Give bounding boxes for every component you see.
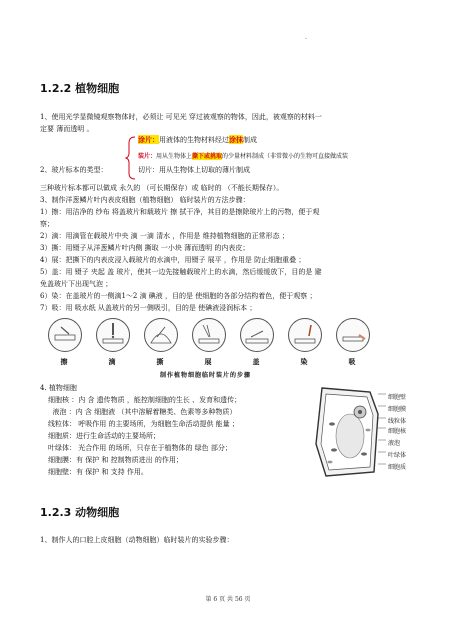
label-nucleus: 细胞核 bbox=[388, 428, 407, 435]
smear-definition: 涂片：用液体的生物材料经过涂抹制成 bbox=[138, 135, 257, 144]
step1-line-b: 察； bbox=[40, 220, 54, 228]
step3-line: 3）撕：用镊子从洋葱鳞片叶内侧 撕取 一小块 薄而透明 的内表皮； bbox=[40, 244, 250, 252]
step-label-wipe: 擦 bbox=[60, 357, 68, 366]
cover-illustration bbox=[240, 318, 274, 352]
label-leader-lines bbox=[378, 390, 388, 474]
mount-definition: 装片：用从生物体上撕下或挑取的少量材料制成（非常微小的生物可直接做成装 bbox=[138, 153, 349, 160]
step5-line-b: 免盖玻片下出现气泡 ； bbox=[40, 280, 113, 288]
tweezers-icon bbox=[193, 319, 225, 351]
item2-label: 2、玻片标本的类型： bbox=[40, 166, 108, 174]
brace-icon bbox=[125, 135, 137, 181]
label-chloroplast: 叶绿体 bbox=[388, 452, 407, 459]
figure-caption: 制作植物细胞临时装片的步骤 bbox=[160, 372, 252, 379]
onion-icon bbox=[145, 319, 177, 351]
item3-line: 三种玻片标本都可以做成 永久的 （可长期保存）或 临时的 （不能长期保存）。 bbox=[40, 184, 284, 192]
step-label-cover: 盖 bbox=[252, 357, 260, 366]
step4-line: 4）展：把撕下的内表皮浸入载玻片的水滴中，用镊子 展平 ，作用是 防止细胞重叠 ； bbox=[40, 256, 306, 264]
slide-wipe-icon bbox=[49, 319, 81, 351]
animal-item1: 1、制作人的口腔上皮细胞（动物细胞）临时装片的实验步骤： bbox=[40, 536, 234, 544]
absorb-illustration bbox=[336, 318, 370, 352]
dropper-icon bbox=[97, 319, 129, 351]
smear-key: 涂片： bbox=[138, 135, 159, 144]
section-definition: 切片：用从生物体上切取的薄片制成 bbox=[138, 166, 250, 174]
top-mark: . bbox=[305, 34, 307, 41]
step6-line: 6）染：在盖玻片的一侧滴1～2 滴 碘液 ，目的是 使细胞的各部分结构着色，便于观察 ； bbox=[40, 292, 317, 300]
tear-illustration bbox=[144, 318, 178, 352]
cell-row-chloroplast: 叶绿体： 光合作用 的场所，只存在于植物体的 绿色 部分； bbox=[48, 444, 232, 452]
cell-row-wall: 细胞壁：有 保护 和 支持 作用。 bbox=[48, 468, 148, 476]
wipe-illustration bbox=[48, 318, 82, 352]
step7-line: 7）吸：用 吸水纸 从盖玻片的另一侧吸引，目的是 使碘液浸润标本 ； bbox=[40, 304, 257, 312]
item1-line-b: 定要 薄而透明 。 bbox=[40, 125, 94, 133]
label-vacuole: 液泡 bbox=[388, 440, 401, 447]
stain-illustration bbox=[288, 318, 322, 352]
cell-row-membrane: 细胞膜：有 保护 和 控制物质进出 的作用； bbox=[48, 456, 183, 464]
drop-illustration bbox=[96, 318, 130, 352]
step2-line: 2）滴：用滴管在载玻片中央 滴 一滴 清水 ，作用是 维持植物细胞的正常形态 ； bbox=[40, 232, 289, 240]
iodine-dropper-icon bbox=[289, 319, 321, 351]
step-label-stain: 染 bbox=[300, 357, 308, 366]
section-title-animal-cell: 1.2.3 动物细胞 bbox=[40, 506, 120, 519]
item3-title: 3、制作洋葱鳞片叶内表皮细胞（植物细胞） 临时装片的方法步骤： bbox=[40, 196, 250, 204]
plant-cell-diagram bbox=[312, 384, 382, 480]
page-footer: 第 6 页 共 56 页 bbox=[205, 596, 251, 603]
step-label-tear: 撕 bbox=[156, 357, 164, 366]
section-title-plant-cell: 1.2.2 植物细胞 bbox=[40, 82, 120, 95]
step-label-drop: 滴 bbox=[108, 357, 116, 366]
item1-line-a: 1、使用光学显微镜观察物体时，必须让 可见光 穿过被观察的物体，因此，被观察的材料一 bbox=[40, 113, 322, 121]
step5-line-a: 5）盖：用 镊子 夹起 盖 玻片，使其一边先接触载玻片上的水滴，然后缓缓放下，目的是 避 bbox=[40, 268, 322, 276]
label-cytoplasm: 细胞质 bbox=[388, 464, 407, 471]
step-label-spread: 展 bbox=[204, 357, 212, 366]
cell-row-mitochondria: 线粒体： 呼吸作用 的主要场所，为细胞生命活动提供 能量 ； bbox=[48, 420, 239, 428]
label-cell-membrane: 细胞膜 bbox=[388, 406, 407, 413]
blotting-paper-icon bbox=[337, 319, 369, 351]
step1-line-a: 1）擦：用洁净的 纱布 将盖玻片和载玻片 擦 拭干净，其目的是擦除玻片上的污物，便于观 bbox=[40, 208, 320, 216]
label-cell-wall: 细胞壁 bbox=[388, 394, 407, 401]
step-label-absorb: 吸 bbox=[348, 357, 356, 366]
mount-key: 装片： bbox=[138, 153, 157, 160]
coverslip-icon bbox=[241, 319, 273, 351]
spread-illustration bbox=[192, 318, 226, 352]
cell-row-vacuole: 液泡 ：内 含 细胞液 （其中溶解着糖类、色素等多种物质） bbox=[48, 408, 237, 416]
cell-row-nucleus: 细胞核 ：内 含 遗传物质 ，能控制细胞的生长 、发育和遗传； bbox=[48, 396, 242, 404]
cell-row-cytoplasm: 细胞质：进行生命活动的主要场所； bbox=[48, 432, 160, 440]
item4-title: 4. 植物细胞 bbox=[40, 384, 77, 392]
label-mitochondria: 线粒体 bbox=[388, 418, 407, 425]
